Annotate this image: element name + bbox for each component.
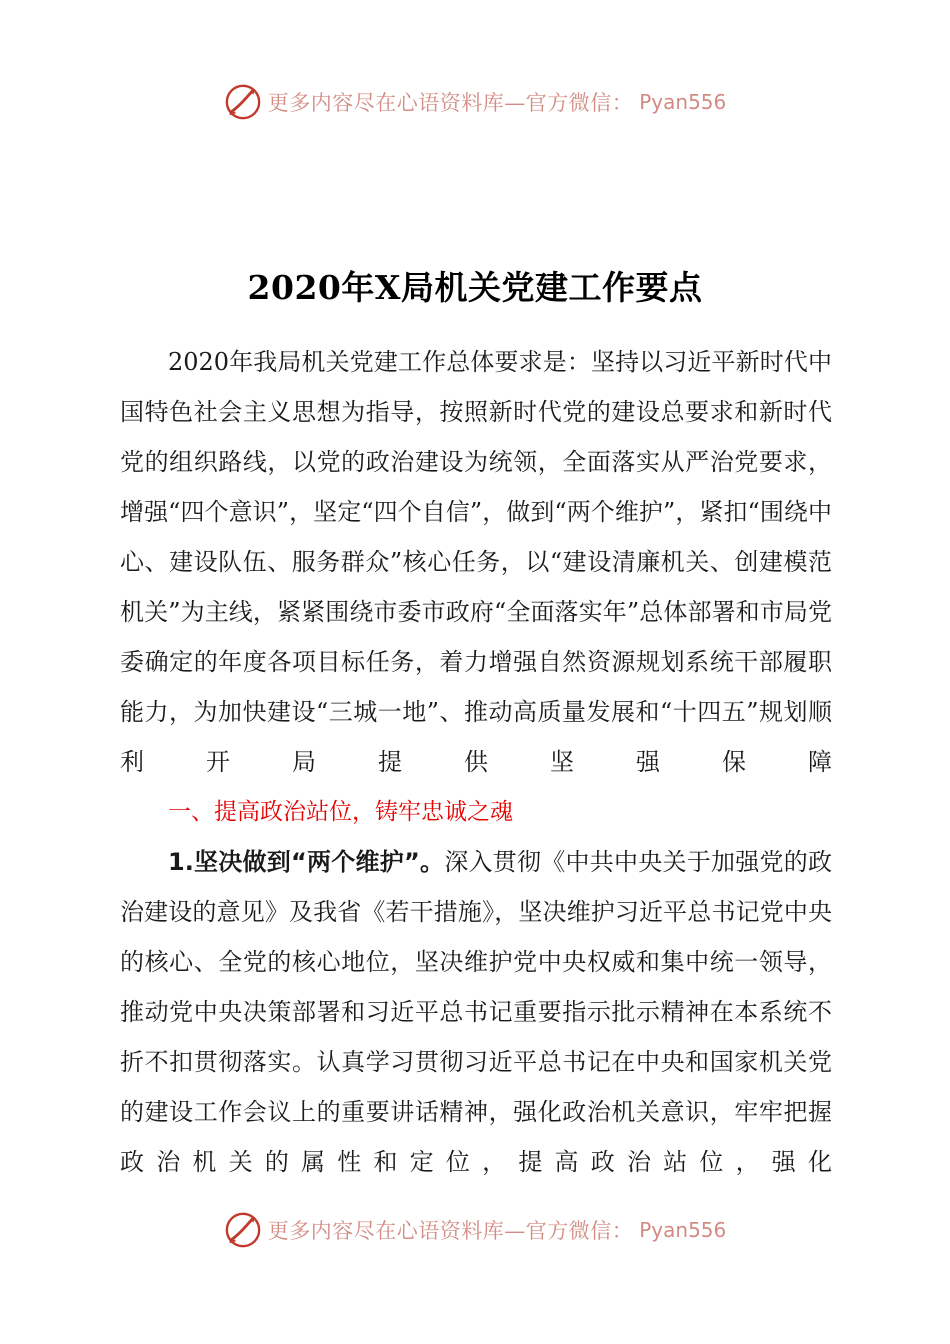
watermark-text: 更多内容尽在心语资料库—官方微信： bbox=[267, 1219, 634, 1243]
document-body bbox=[120, 337, 832, 1187]
item-body: 深入贯彻《中共中央关于加强党的政治建设的意见》及我省《若干措施》，坚决维护习近平总书记党中央的核心、全党的核心地位，坚决维护党中央权威和集中统一领导，推动党中央决策部署和习近平总书记重要指示批示精神在本系统不折不扣贯彻落实。认真学习贯彻习近平总书记在中央和国家机关党的建设工作会议上的重要讲话精神，强化政治机关意识，牢牢把握政治机关的属性和定位，提高政治站位，强化 bbox=[120, 848, 832, 1176]
watermark-wechat-id: Pyan556 bbox=[639, 90, 727, 114]
item-lead: 1.坚决做到“两个维护”。 bbox=[168, 848, 445, 876]
document-title: 2020年X局机关党建工作要点 bbox=[247, 268, 703, 307]
pen-logo-icon bbox=[224, 83, 262, 121]
intro-paragraph: 2020年我局机关党建工作总体要求是：坚持以习近平新时代中国特色社会主义思想为指导，按照新时代党的建设总要求和新时代党的组织路线，以党的政治建设为统领，全面落实从严治党要求，增强“四个意识”，坚定“四个自信”，做到“两个维护”，紧扣“围绕中心、建设队伍、服务群众”核心任务，以“建设清廉机关、创建模范机关”为主线，紧紧围绕市委市政府“全面落实年”总体部署和市局党委确定的年度各项目标任务，着力增强自然资源规划系统干部履职能力，为加快建设“三城一地”、推动高质量发展和“十四五”规划顺利开局提供坚强保障 bbox=[120, 348, 832, 776]
section-heading: 一、提高政治站位，铸牢忠诚之魂 bbox=[168, 799, 513, 825]
pen-logo-icon bbox=[224, 1211, 262, 1249]
watermark-text: 更多内容尽在心语资料库—官方微信： bbox=[267, 91, 634, 115]
item-paragraph bbox=[120, 837, 832, 1187]
watermark-wechat-id: Pyan556 bbox=[639, 1218, 727, 1242]
watermark-banner-top bbox=[0, 82, 950, 122]
watermark-banner-bottom bbox=[0, 1210, 950, 1250]
